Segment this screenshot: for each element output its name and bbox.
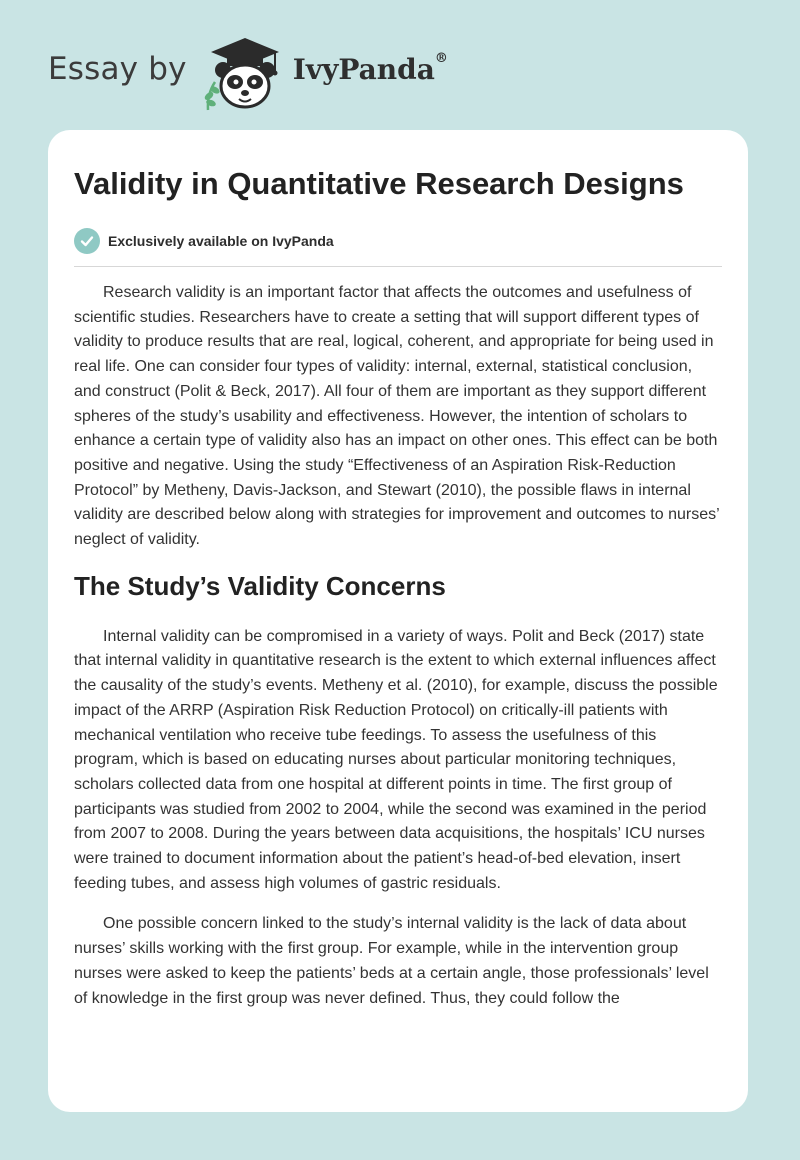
brand-name: IvyPanda: [292, 52, 435, 86]
exclusive-badge-label: Exclusively available on IvyPanda: [108, 233, 334, 249]
essay-card: [48, 130, 748, 1112]
essay-by-label: Essay by: [48, 51, 187, 87]
body-paragraph: Research validity is an important factor that affects the outcomes and usefulness of scientific studies. Researchers have to create a setting that will support different types of validity to produce results that are real, logical, coherent, and appropriate for being used in real life. One can consider four types of validity: internal, external, statistical conclusion, and construct (Polit & Beck, 2017). All four of them are important as they support different spheres of the study’s usability and effectiveness. However, the intention of scholars to enhance a certain type of validity also has an impact on other ones. This effect can be both positive and negative. Using the study “Effectiveness of an Aspiration Risk-Reduction Protocol” by Metheny, Davis-Jackson, and Stewart (2010), the possible flaws in internal validity are described below along with strategies for improvement and outcomes to nurses’ neglect of validity.: [74, 284, 720, 549]
title-divider: [74, 266, 722, 267]
panda-graduate-icon[interactable]: [199, 32, 291, 112]
body-paragraph: Internal validity can be compromised in a variety of ways. Polit and Beck (2017) state that internal validity in quantitative research is the extent to which external influences affect the causality of the study’s events. Metheny et al. (2010), for example, discuss the possible impact of the ARRP (Aspiration Risk Reduction Protocol) on critically-ill patients with mechanical ventilation who receive tube feedings. To assess the usefulness of this program, which is based on educating nurses about particular monitoring techniques, scholars collected data from one hospital at different points in time. The first group of participants was studied from 2002 to 2004, while the second was examined in the period from 2007 to 2008. During the years between data acquisitions, the hospitals’ ICU nurses were trained to document information about the patient’s head-of-bed elevation, insert feeding tubes, and assess high volumes of gastric residuals.: [74, 627, 718, 892]
body-paragraph: One possible concern linked to the study’s internal validity is the lack of data about nurses’ skills working with the first group. For example, while in the intervention group nurses were asked to keep the patients’ beds at a certain angle, those professionals’ level of knowledge in the first group was never defined. Thus, they could follow the: [74, 915, 709, 1007]
site-header: [48, 32, 448, 112]
registered-mark: ®: [434, 50, 448, 66]
exclusive-badge: [74, 228, 722, 254]
check-circle-icon: [74, 228, 100, 254]
section-heading: The Study’s Validity Concerns: [74, 570, 446, 601]
page-title: Validity in Quantitative Research Designs: [74, 166, 684, 201]
brand-logo-text[interactable]: [292, 50, 448, 86]
